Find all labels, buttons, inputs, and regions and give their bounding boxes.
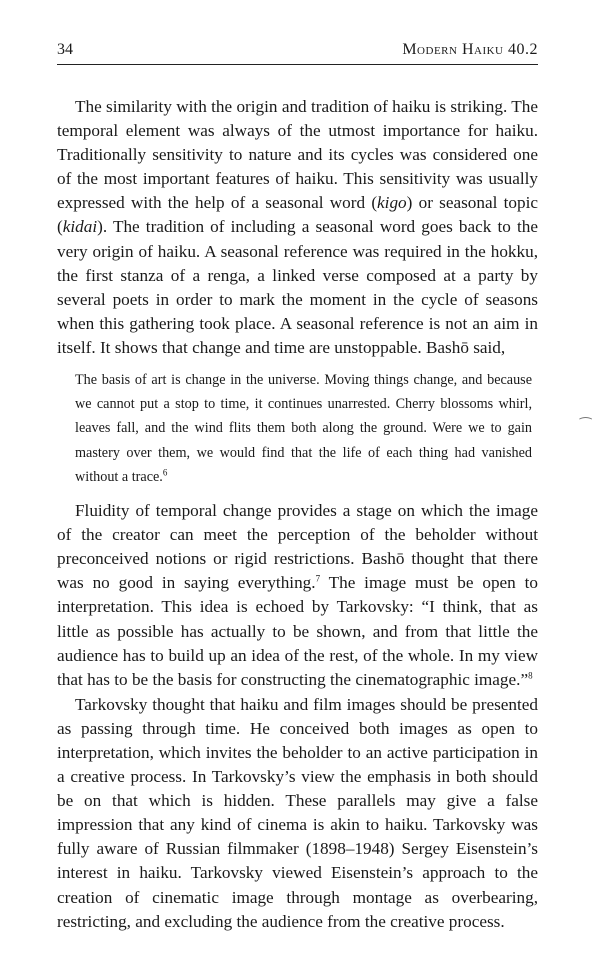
block-quote — [75, 368, 532, 489]
paragraph-3-text: Tarkovsky thought that haiku and film images should be presented as passing through time. He conceived both images as open to interpretation, which invites the beholder to an active participation in a creative process. In Tarkovsky’s view the emphasis in both should be on that which is hidden. These parallels may give a false impression that any kind of cinema is akin to haiku. Tarkovsky was fully aware of Russian filmmaker (1898–1948) Sergey Eisenstein’s interest in haiku. Tarkovsky viewed Eisenstein’s approach to the creation of cinematic image through montage as overbearing, restricting, and excluding the audience from the creative process. — [57, 694, 538, 931]
journal-title: Modern Haiku 40.2 — [402, 41, 538, 58]
term-kigo: kigo — [377, 193, 407, 213]
paragraph-1-text-c: ). The tradition of including a seasonal word goes back to the very origin of haiku. A seasonal reference was required in the hokku, the first stanza of a renga, a linked verse composed at a party by several poets in order to mark the moment in the cycle of seasons when this gathering took place. A seasonal reference is not an aim in itself. It shows that change and time are unstoppable. Bashō said, — [57, 217, 538, 357]
paragraph-1 — [57, 95, 538, 360]
running-head — [57, 40, 538, 62]
paragraph-2-text-b: The image must be open to interpretation. This idea is echoed by Tarkovsky: “I think, that as little as possible has actually to be shown, and from that little the audience has to build up an idea of the rest, of the whole. In my view that has to be the basis for constructing the cinematographic image.” — [57, 573, 538, 689]
paragraph-2 — [57, 499, 538, 692]
page-number: 34 — [57, 41, 73, 58]
paragraph-2-text-a: Fluidity of temporal change provides a stage on which the image of the creator can meet the perception of the beholder without preconceived notions or rigid restrictions. Bashō thought that there was no good in saying everything. — [57, 501, 538, 593]
paragraph-3 — [57, 693, 538, 934]
paragraph-1-text-b: ) or seasonal topic ( — [57, 193, 538, 237]
margin-pencil-mark: ⁀ — [580, 419, 592, 434]
header-rule — [57, 64, 538, 65]
footnote-ref-8: 8 — [528, 669, 533, 680]
paragraph-1-text-a: The similarity with the origin and tradition of haiku is striking. The temporal element was always of the utmost importance for haiku. Traditionally sensitivity to nature and its cycles was considered one of the most important features of haiku. This sensitivity was usually expressed with the help of a seasonal word ( — [57, 97, 538, 213]
footnote-ref-6: 6 — [162, 467, 168, 478]
block-quote-text: The basis of art is change in the universe. Moving things change, and because we cannot put a stop to time, it continues unarrested. Cherry blossoms whirl, leaves fall, and the wind flits them both along the ground. Were we to gain mastery over them, we would find that the life of each thing had vanished without a trace. — [75, 372, 532, 485]
body-text — [57, 95, 538, 934]
footnote-ref-7: 7 — [315, 573, 321, 584]
term-kidai: kidai — [62, 217, 98, 237]
